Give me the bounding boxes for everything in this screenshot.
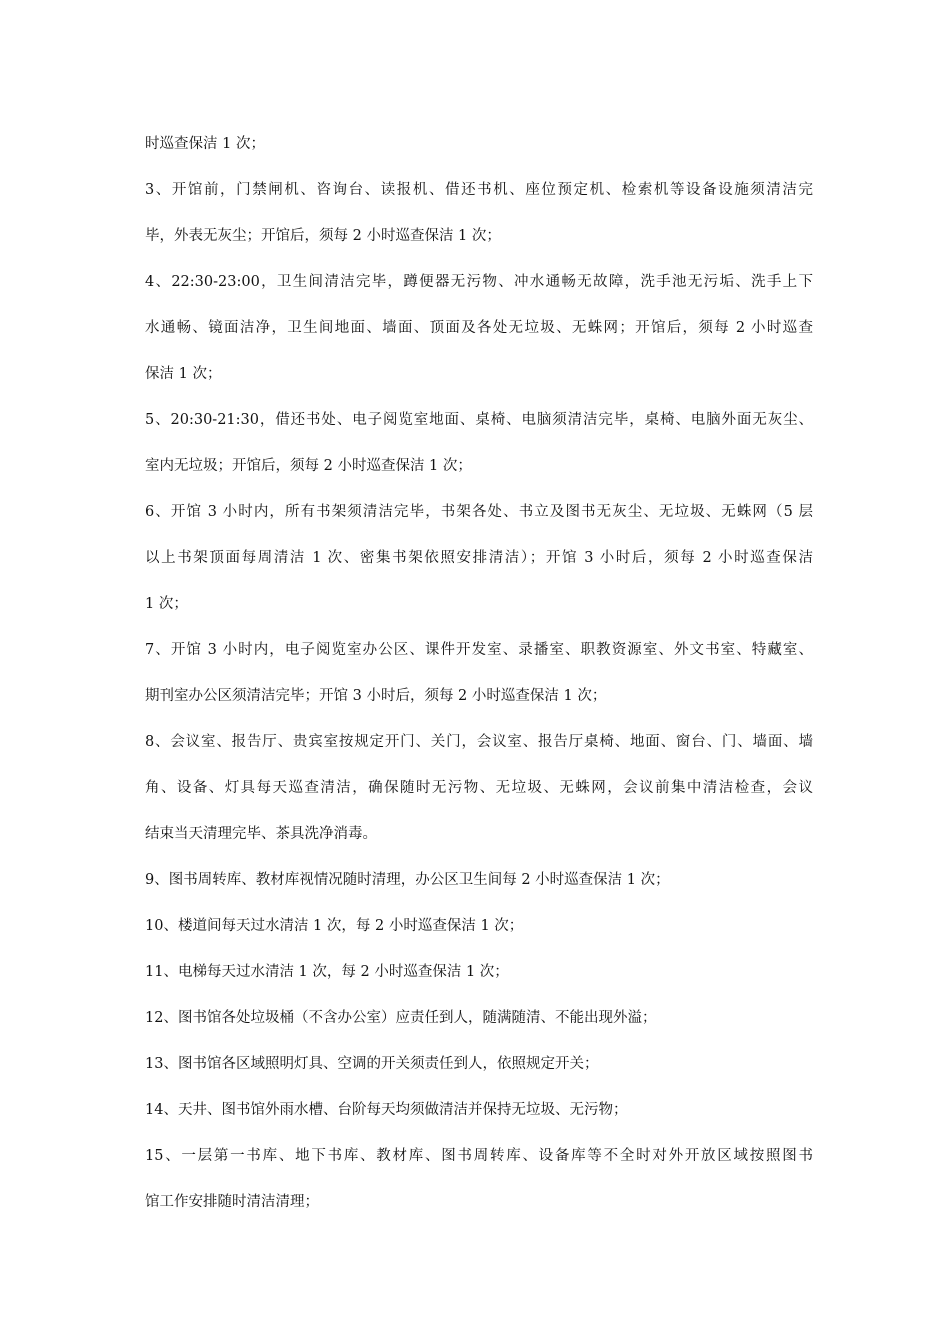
text-line: 时巡查保洁 1 次；: [145, 136, 265, 152]
text-line: 8、会议室、报告厅、贵宾室按规定开门、关门，会议室、报告厅桌椅、地面、窗台、门、墙面、墙: [145, 734, 813, 750]
text-line: 以上书架顶面每周清洁 1 次、密集书架依照安排清洁）；开馆 3 小时后，须每 2 小时巡查保洁: [145, 550, 813, 566]
text-line: 5、20:30-21:30，借还书处、电子阅览室地面、桌椅、电脑须清洁完毕，桌椅、电脑外面无灰尘、: [145, 412, 813, 428]
text-line: 7、开馆 3 小时内，电子阅览室办公区、课件开发室、录播室、职教资源室、外文书室、特藏室、: [145, 642, 813, 658]
document-body: [145, 121, 813, 1225]
text-line: 馆工作安排随时清洁清理；: [145, 1194, 319, 1210]
text-line: 结束当天清理完毕、茶具洗净消毒。: [145, 826, 377, 842]
text-line: 13、图书馆各区域照明灯具、空调的开关须责任到人，依照规定开关；: [145, 1056, 599, 1072]
text-line: 6、开馆 3 小时内，所有书架须清洁完毕，书架各处、书立及图书无灰尘、无垃圾、无蛛网（5 层: [145, 504, 813, 520]
text-line: 室内无垃圾；开馆后，须每 2 小时巡查保洁 1 次；: [145, 458, 472, 474]
text-line: 水通畅、镜面洁净，卫生间地面、墙面、顶面及各处无垃圾、无蛛网；开馆后，须每 2 小时巡查: [145, 320, 813, 336]
text-line: 10、楼道间每天过水清洁 1 次，每 2 小时巡查保洁 1 次；: [145, 918, 524, 934]
text-line: 保洁 1 次；: [145, 366, 222, 382]
text-line: 15、一层第一书库、地下书库、教材库、图书周转库、设备库等不全时对外开放区域按照图书: [145, 1148, 813, 1164]
text-line: 12、图书馆各处垃圾桶（不含办公室）应责任到人，随满随清、不能出现外溢；: [145, 1010, 657, 1026]
text-line: 毕，外表无灰尘；开馆后，须每 2 小时巡查保洁 1 次；: [145, 228, 501, 244]
text-line: 3、开馆前，门禁闸机、咨询台、读报机、借还书机、座位预定机、检索机等设备设施须清洁完: [145, 182, 813, 198]
text-line: 14、天井、图书馆外雨水槽、台阶每天均须做清洁并保持无垃圾、无污物；: [145, 1102, 628, 1118]
text-line: 11、电梯每天过水清洁 1 次，每 2 小时巡查保洁 1 次；: [145, 964, 509, 980]
text-line: 期刊室办公区须清洁完毕；开馆 3 小时后，须每 2 小时巡查保洁 1 次；: [145, 688, 607, 704]
text-line: 9、图书周转库、教材库视情况随时清理，办公区卫生间每 2 小时巡查保洁 1 次；: [145, 872, 670, 888]
text-line: 1 次；: [145, 596, 188, 612]
text-line: 角、设备、灯具每天巡查清洁，确保随时无污物、无垃圾、无蛛网，会议前集中清洁检查，会议: [145, 780, 813, 796]
text-line: 4、22:30-23:00，卫生间清洁完毕，蹲便器无污物、冲水通畅无故障，洗手池无污垢、洗手上下: [145, 274, 813, 290]
